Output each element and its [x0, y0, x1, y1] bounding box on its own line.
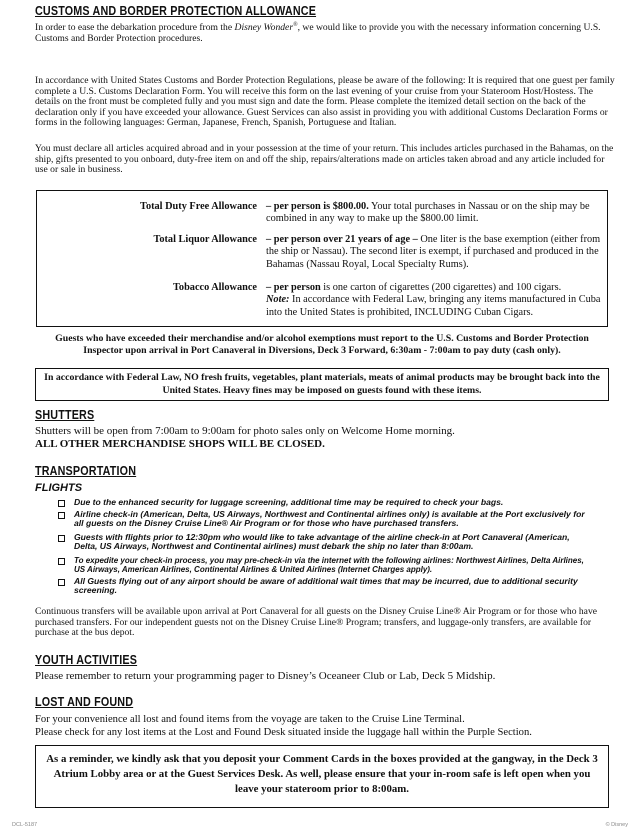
transportation-heading: TRANSPORTATION — [35, 464, 137, 478]
flights-subheading: FLIGHTS — [35, 482, 83, 494]
bullet-checkbox-icon — [58, 500, 65, 507]
shutters-text: Shutters will be open from 7:00am to 9:00am for photo sales only on Welcome Home morning. ALL OTHER MERCHANDISE SHOPS WILL BE CLOSED. — [35, 425, 455, 450]
allowance-box: Total Duty Free Allowance – per person is $800.00. Your total purchases in Nassau or on the ship may be combined in any way to make up the $800.00 limit. Total Liquor Allowance – per person over 21 years of age – One liter is the base exemption (either from the ship or Nassau). The second liter is exempt, if purchased and produced in the Bahamas (Nassau Royal, Local Specialty Rums). Tobacco Allowance – per person is one carton of cigarettes (200 cigarettes) and 100 cigars. Note: In accordance with Federal Law, bringing any items manufactured in Cuba into the United States is prohibited, INCLUDING Cuban Cigars. — [36, 190, 608, 327]
youth-text: Please remember to return your programming pager to Disney’s Oceaneer Club or Lab, Deck 5 Midship. — [35, 670, 496, 682]
flight-bullet: Airline check-in (American, Delta, US Airways, Northwest and Continental airlines only) is available at the Port exclusively for all guests on the Disney Cruise Line® Air Program or for those who have purchased transfers. — [74, 509, 585, 528]
customs-declare: You must declare all articles acquired abroad and in your possession at the time of your return. This includes articles purchased in the Bahamas, on the ship, gifts presented to you onboard, duty-free item on and off the ship, repairs/alterations made on articles taken abroad and any article included for use or sale in business. — [35, 143, 614, 176]
footer-code: DCL-5187 — [12, 822, 38, 828]
flight-bullet: To expedite your check-in process, you may pre-check-in via the internet with the following airlines: Northwest Airlines, Delta Airlines, US Airways, American Airlines, Continental Airlines & United Airlines (Internet Charges apply). — [74, 556, 584, 574]
flight-bullet: Guests with flights prior to 12:30pm who would like to take advantage of the airline check-in at Port Canaveral (American, Delta, US Airways, Northwest and Continental airlines) must debark the ship no later than 8:00am. — [74, 532, 570, 551]
federal-law-box — [35, 368, 609, 401]
allowance-label: Total Duty Free Allowance — [140, 201, 257, 212]
bullet-checkbox-icon — [58, 558, 65, 565]
flight-bullet: Due to the enhanced security for luggage screening, additional time may be required to check your bags. — [74, 497, 504, 507]
bullet-checkbox-icon — [58, 579, 65, 586]
exceeded-notice: Guests who have exceeded their merchandise and/or alcohol exemptions must report to the U.S. Customs and Border Protection Inspector upon arrival in Port Canaveral in Diversions, Deck 3 Forward, 6:30am - 7:00am to pay duty (cash only). — [55, 333, 589, 356]
youth-heading: YOUTH ACTIVITIES — [35, 653, 138, 667]
reminder-text: As a reminder, we kindly ask that you deposit your Comment Cards in the boxes provided at the gangway, in the Deck 3 Atrium Lobby area or at the Guest Services Desk. As well, please ensure that your in-room safe is left open when you leave your stateroom prior to 8:00am. — [46, 753, 598, 795]
customs-regulations: In accordance with United States Customs and Border Protection Regulations, please be aware of the following: It is required that one guest per family complete a U.S. Customs Declaration Form. You will receive this form on the last evening of your cruise from your Stateroom Host/Hostess. The details on the front must be completed fully and you must sign and date the form. Please complete the itemized detail section on the back of the declaration only if you have exceeded your allowance. Guest Services can also assist in providing you with additional Customs Declaration Forms or forms in the following languages: German, Japanese, French, Spanish, Portuguese and Italian. — [35, 75, 615, 129]
lost-found-text: For your convenience all lost and found items from the voyage are taken to the Cruise Line Terminal. Please check for any lost items at the Lost and Found Desk situated inside the luggage hall within the Purple Section. — [35, 714, 532, 738]
reminder-box — [35, 745, 609, 808]
footer-copyright: © Disney — [605, 822, 628, 828]
continuous-transfers: Continuous transfers will be available upon arrival at Port Canaveral for all guests on the Disney Cruise Line® Air Program or for those who have purchased transfers. For our independent guests not on the Disney Cruise Line® Program; transfers, and luggage-only transfers, are available for purchase at the bus depot. — [35, 606, 597, 639]
shutters-heading: SHUTTERS — [35, 408, 95, 422]
federal-notice: In accordance with Federal Law, NO fresh fruits, vegetables, plant materials, meats of animal products may be brought back into the United States. Heavy fines may be imposed on guests found with these items. — [44, 372, 600, 396]
flight-bullet: All Guests flying out of any airport should be aware of additional wait times that may be incurred, due to additional security screening. — [74, 576, 578, 595]
customs-heading: CUSTOMS AND BORDER PROTECTION ALLOWANCE — [35, 4, 317, 18]
ship-name: Disney Wonder — [234, 22, 294, 34]
bullet-checkbox-icon — [58, 512, 65, 519]
bullet-checkbox-icon — [58, 535, 65, 542]
allowance-label: Total Liquor Allowance — [153, 234, 257, 245]
customs-intro: In order to ease the debarkation procedure from the Disney Wonder®, we would like to provide you with the necessary information concerning U.S. Customs and Border Protection procedures. — [35, 22, 601, 44]
lost-found-heading: LOST AND FOUND — [35, 695, 134, 709]
allowance-label: Tobacco Allowance — [173, 282, 257, 293]
